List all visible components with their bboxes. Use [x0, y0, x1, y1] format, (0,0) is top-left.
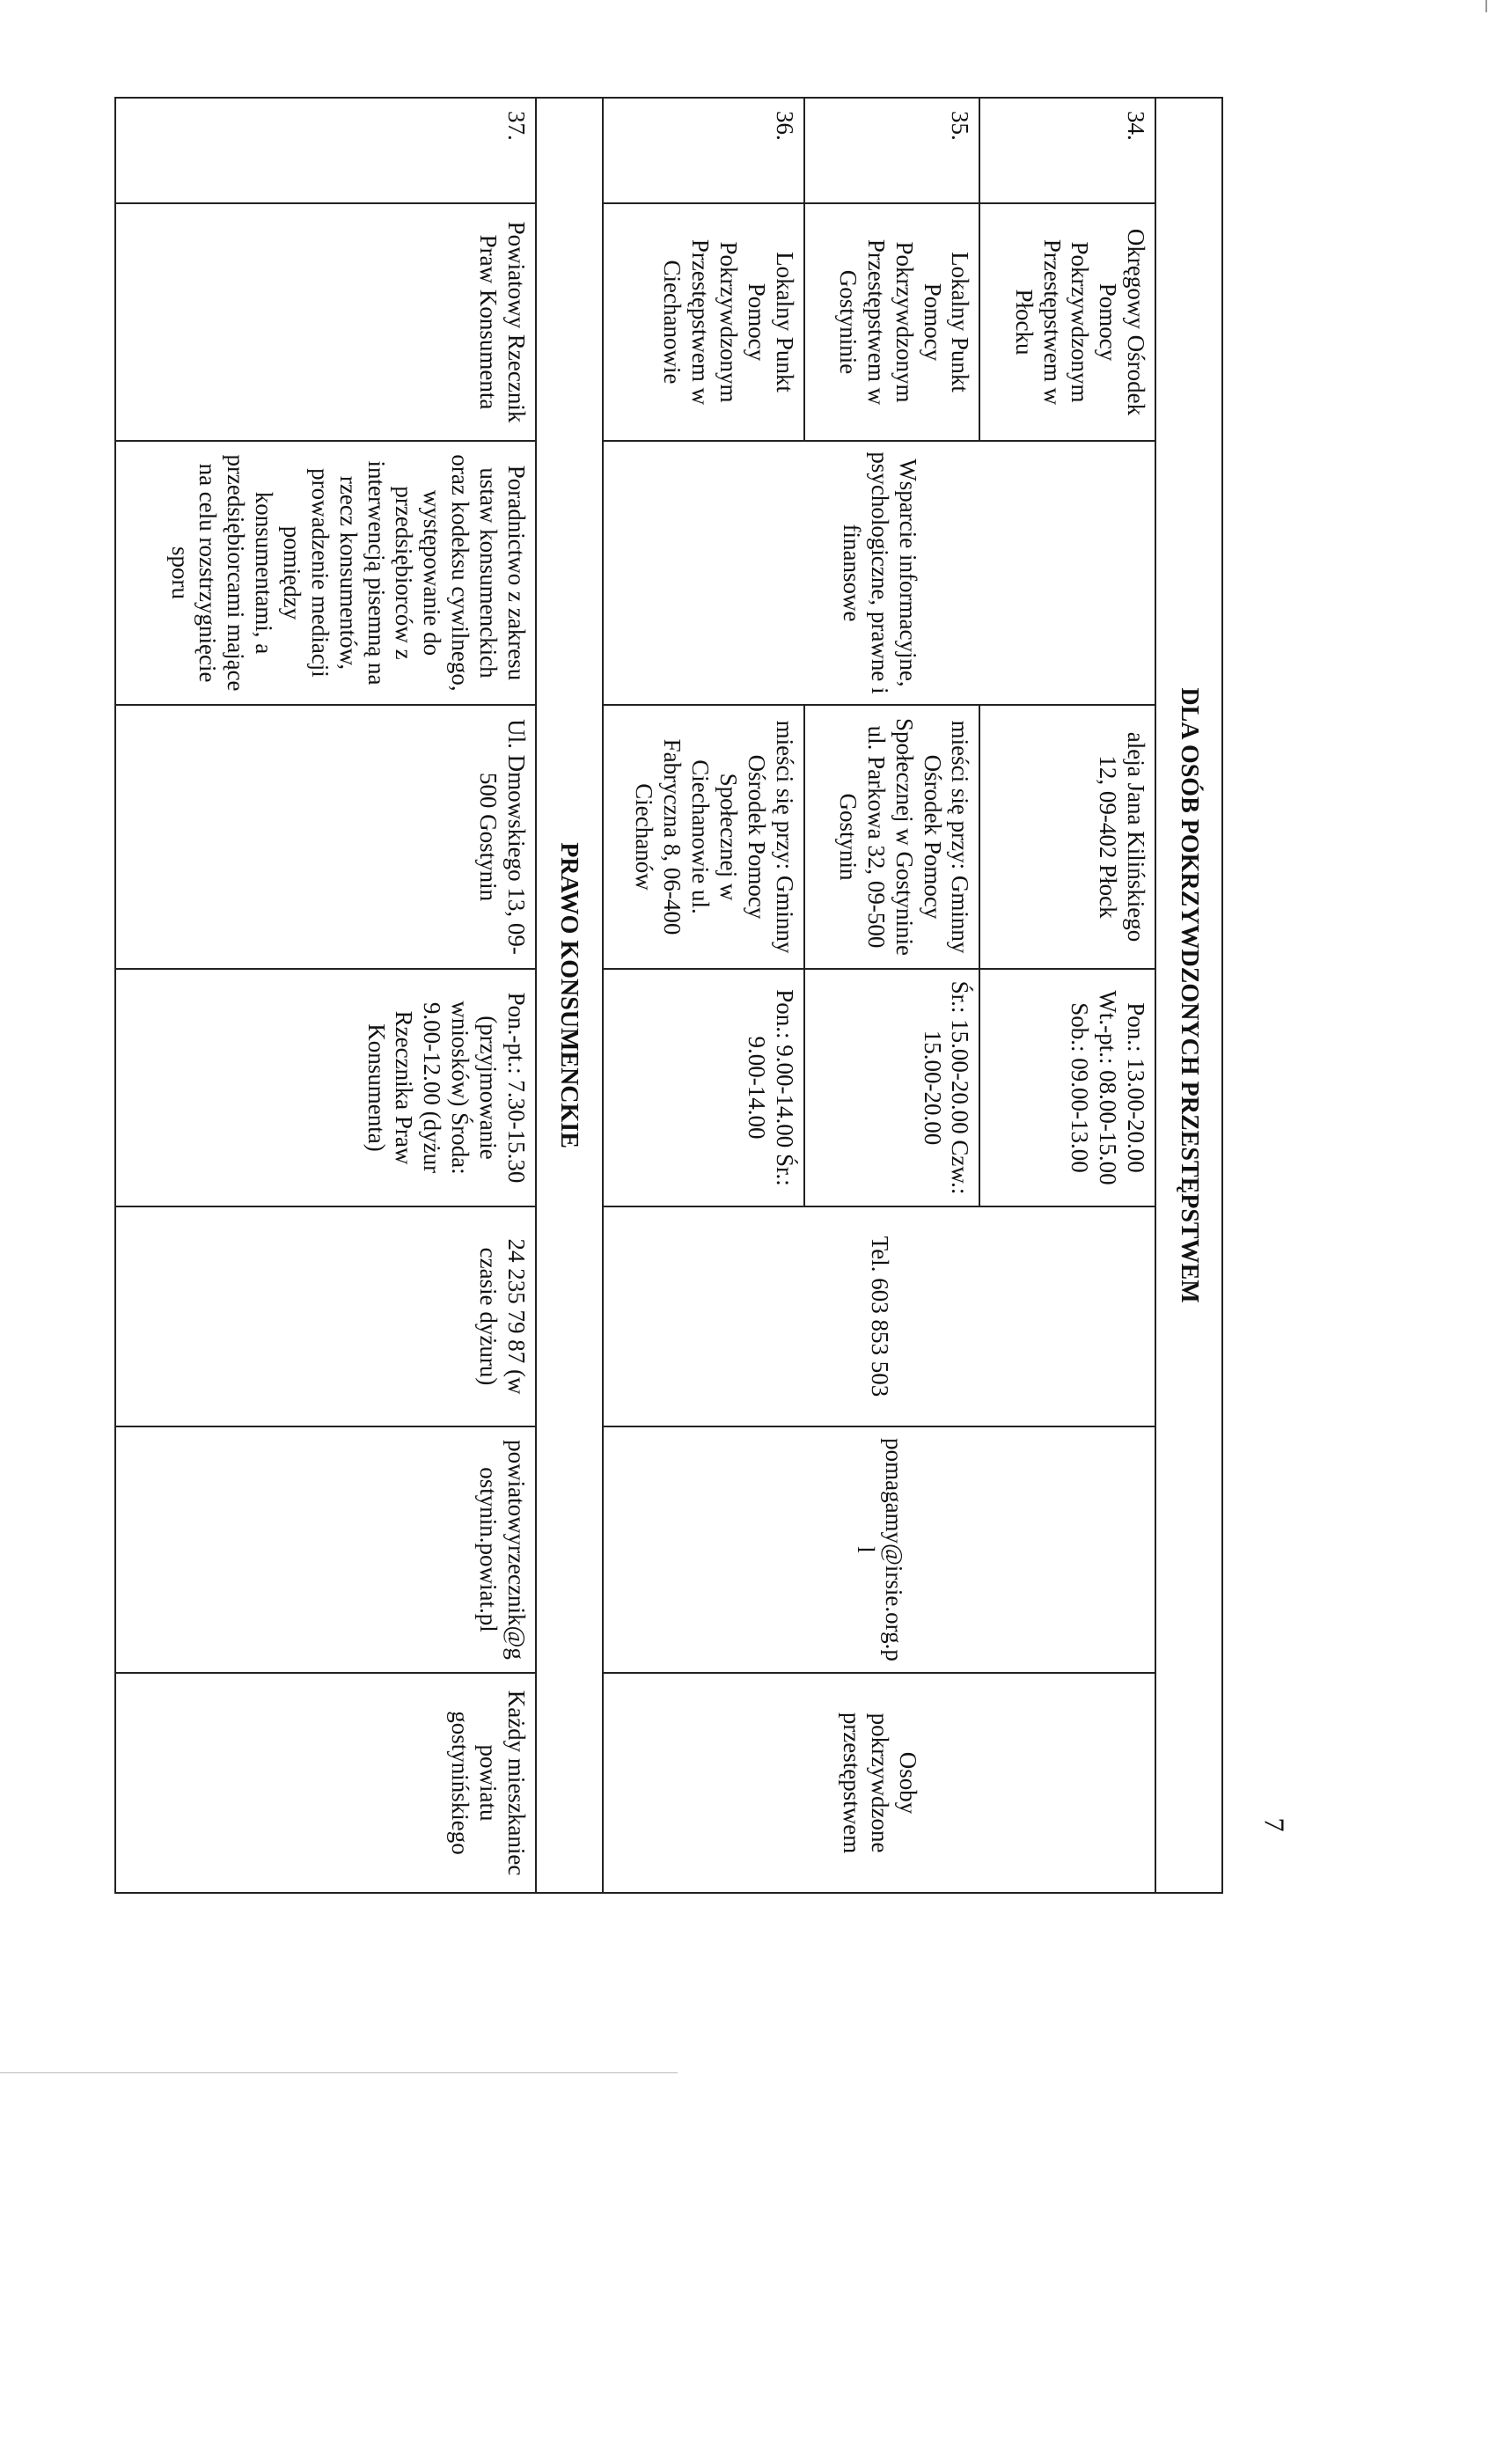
phone: Tel. 603 853 503 — [603, 1206, 1155, 1426]
opening-hours: Pon.-pt.: 7.30-15.30 (przyjmowanie wniosków) Środa: 9.00-12.00 (dyżur Rzecznika Praw Konsumenta) — [115, 969, 536, 1206]
institution-name: Lokalny Punkt Pomocy Pokrzywdzonym Przestępstwem w Ciechanowie — [603, 203, 804, 441]
section-header-consumer — [536, 98, 603, 1893]
target-audience: Każdy mieszkaniec powiatu gostynińskiego — [115, 1673, 536, 1893]
footer-divider — [0, 2072, 678, 2073]
email: powiatowyrzecznik@gostynin.powiat.pl — [115, 1426, 536, 1673]
rotated-page — [114, 97, 1223, 1892]
support-scope: Wsparcie informacyjne, psychologiczne, prawne i finansowe — [603, 441, 1155, 705]
scan-mark — [1485, 0, 1487, 12]
row-number: 37. — [115, 98, 536, 203]
target-audience: Osoby pokrzywdzone przestępstwem — [603, 1673, 1155, 1893]
address: aleja Jana Kilińskiego 12, 09-402 Płock — [979, 705, 1155, 969]
row-number: 35. — [804, 98, 980, 203]
resources-table — [114, 97, 1223, 1894]
institution-name: Lokalny Punkt Pomocy Pokrzywdzonym Przestępstwem w Gostyninie — [804, 203, 980, 441]
section-title: PRAWO KONSUMENCKIE — [536, 98, 603, 1893]
address: Ul. Dmowskiego 13, 09-500 Gostynin — [115, 705, 536, 969]
opening-hours: Śr.: 15.00-20.00 Czw.: 15.00-20.00 — [804, 969, 980, 1206]
opening-hours: Pon.: 13.00-20.00 Wt.-pt.: 08.00-15.00 Sob.: 09.00-13.00 — [979, 969, 1155, 1206]
table-row — [979, 98, 1155, 1893]
row-number: 34. — [979, 98, 1155, 203]
table-rotation — [114, 97, 1223, 1892]
support-scope: Poradnictwo z zakresu ustaw konsumenckich oraz kodeksu cywilnego, występowanie do przedsiębiorców z interwencją pisemną na rzecz konsumentów, prowadzenie mediacji pomiędzy konsumentami, a przedsiębiorcami mające na celu rozstrzygnięcie sporu — [115, 441, 536, 705]
address: mieści się przy: Gminny Ośrodek Pomocy Społecznej w Gostyninie ul. Parkowa 32, 09-500 Gostynin — [804, 705, 980, 969]
table-row — [115, 98, 536, 1893]
institution-name: Powiatowy Rzecznik Praw Konsumenta — [115, 203, 536, 441]
section-header-victims — [1155, 98, 1222, 1893]
email: pomagamy@irsie.org.pl — [603, 1426, 1155, 1673]
address: mieści się przy: Gminny Ośrodek Pomocy Społecznej w Ciechanowie ul. Fabryczna 8, 06-400 Ciechanów — [603, 705, 804, 969]
institution-name: Okręgowy Ośrodek Pomocy Pokrzywdzonym Przestępstwem w Płocku — [979, 203, 1155, 441]
opening-hours: Pon.: 9.00-14.00 Śr.: 9.00-14.00 — [603, 969, 804, 1206]
phone: 24 235 79 87 (w czasie dyżuru) — [115, 1206, 536, 1426]
row-number: 36. — [603, 98, 804, 203]
page-number: 7 — [1258, 1817, 1291, 1832]
section-title: DLA OSÓB POKRZYWDZONYCH PRZESTĘPSTWEM — [1155, 98, 1222, 1893]
